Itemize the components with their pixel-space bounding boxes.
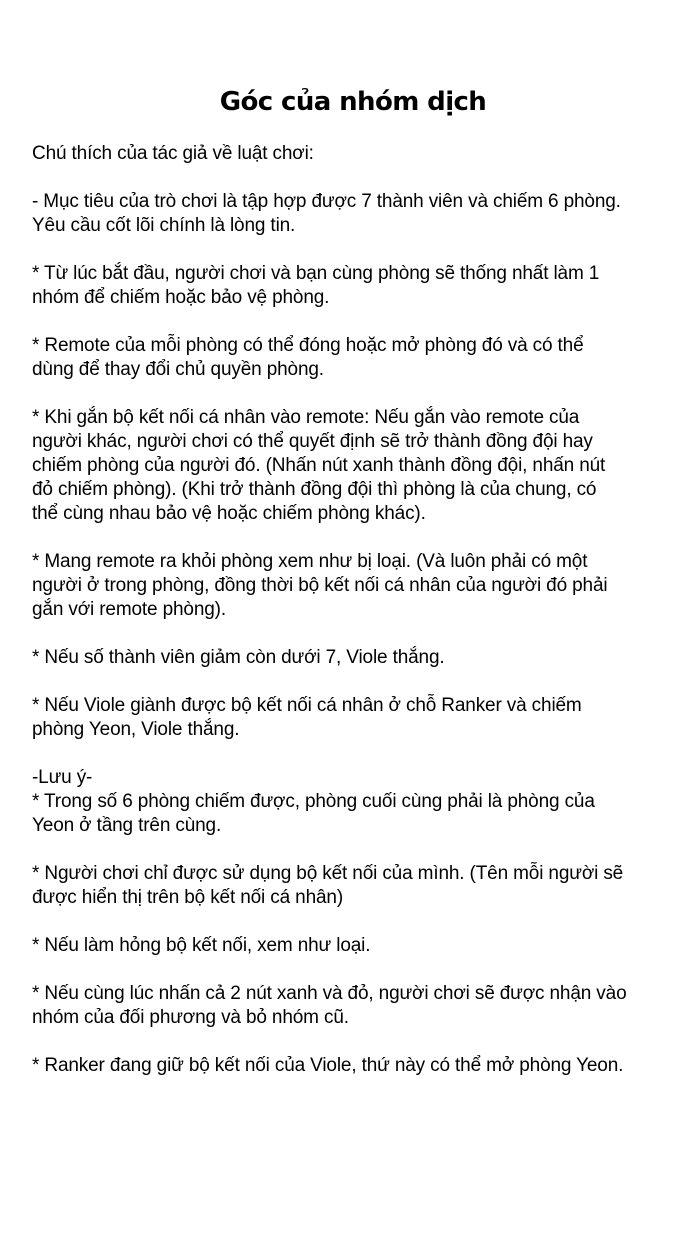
note-heading-text: -Lưu ý- xyxy=(32,767,93,788)
rule-paragraph-teams xyxy=(32,262,682,310)
text-line: * Nếu cùng lúc nhấn cả 2 nút xanh và đỏ, người chơi sẽ được nhận vào xyxy=(32,983,627,1004)
note-paragraph-last-room xyxy=(32,790,682,838)
text-line: * Người chơi chỉ được sử dụng bộ kết nối của mình. (Tên mỗi người sẽ xyxy=(32,863,624,884)
note-paragraph-both-buttons xyxy=(32,982,682,1030)
text-line: dùng để thay đổi chủ quyền phòng. xyxy=(32,359,324,380)
text-line: * Remote của mỗi phòng có thể đóng hoặc mở phòng đó và có thể xyxy=(32,335,584,356)
text-line: người khác, người chơi có thể quyết định sẽ trở thành đồng đội hay xyxy=(32,431,593,452)
text-line: chiếm phòng của người đó. (Nhấn nút xanh thành đồng đội, nhấn nút xyxy=(32,455,606,476)
rule-paragraph-viole-win-yeon xyxy=(32,694,682,742)
rule-paragraph-remote xyxy=(32,334,682,382)
text-line: đỏ chiếm phòng). (Khi trở thành đồng đội thì phòng là của chung, có xyxy=(32,479,597,500)
text-line: nhóm để chiếm hoặc bảo vệ phòng. xyxy=(32,287,330,308)
text-line: * Trong số 6 phòng chiếm được, phòng cuối cùng phải là phòng của xyxy=(32,791,595,812)
intro-line: Chú thích của tác giả về luật chơi: xyxy=(32,143,314,164)
note-heading xyxy=(32,766,682,790)
text-line: * Nếu số thành viên giảm còn dưới 7, Viole thắng. xyxy=(32,647,445,668)
note-paragraph-ranker-connector xyxy=(32,1054,682,1078)
rule-paragraph-elimination xyxy=(32,550,682,622)
page-title: Góc của nhóm dịch xyxy=(219,87,487,117)
text-line: được hiển thị trên bộ kết nối cá nhân) xyxy=(32,887,344,908)
text-line: * Khi gắn bộ kết nối cá nhân vào remote: Nếu gắn vào remote của xyxy=(32,407,580,428)
text-line: * Nếu làm hỏng bộ kết nối, xem như loại. xyxy=(32,935,371,956)
text-line: phòng Yeon, Viole thắng. xyxy=(32,719,240,740)
text-line: thể cùng nhau bảo vệ hoặc chiếm phòng khác). xyxy=(32,503,426,524)
text-line: Yêu cầu cốt lõi chính là lòng tin. xyxy=(32,215,296,236)
intro-text xyxy=(32,142,682,166)
text-line: người ở trong phòng, đồng thời bộ kết nối cá nhân của người đó phải xyxy=(32,575,608,596)
text-line: - Mục tiêu của trò chơi là tập hợp được 7 thành viên và chiếm 6 phòng. xyxy=(32,191,621,212)
rules-body xyxy=(32,142,682,1102)
text-line: gắn với remote phòng). xyxy=(32,599,226,620)
text-line: nhóm của đối phương và bỏ nhóm cũ. xyxy=(32,1007,349,1028)
rule-paragraph-viole-win-members xyxy=(32,646,682,670)
note-paragraph-broken-connector xyxy=(32,934,682,958)
rule-paragraph-goal xyxy=(32,190,682,238)
text-line: Yeon ở tầng trên cùng. xyxy=(32,815,222,836)
text-line: * Nếu Viole giành được bộ kết nối cá nhân ở chỗ Ranker và chiếm xyxy=(32,695,582,716)
text-line: * Từ lúc bắt đầu, người chơi và bạn cùng phòng sẽ thống nhất làm 1 xyxy=(32,263,600,284)
text-line: * Ranker đang giữ bộ kết nối của Viole, thứ này có thể mở phòng Yeon. xyxy=(32,1055,624,1076)
note-paragraph-own-connector xyxy=(32,862,682,910)
rule-paragraph-connector xyxy=(32,406,682,526)
text-line: * Mang remote ra khỏi phòng xem như bị loại. (Và luôn phải có một xyxy=(32,551,588,572)
